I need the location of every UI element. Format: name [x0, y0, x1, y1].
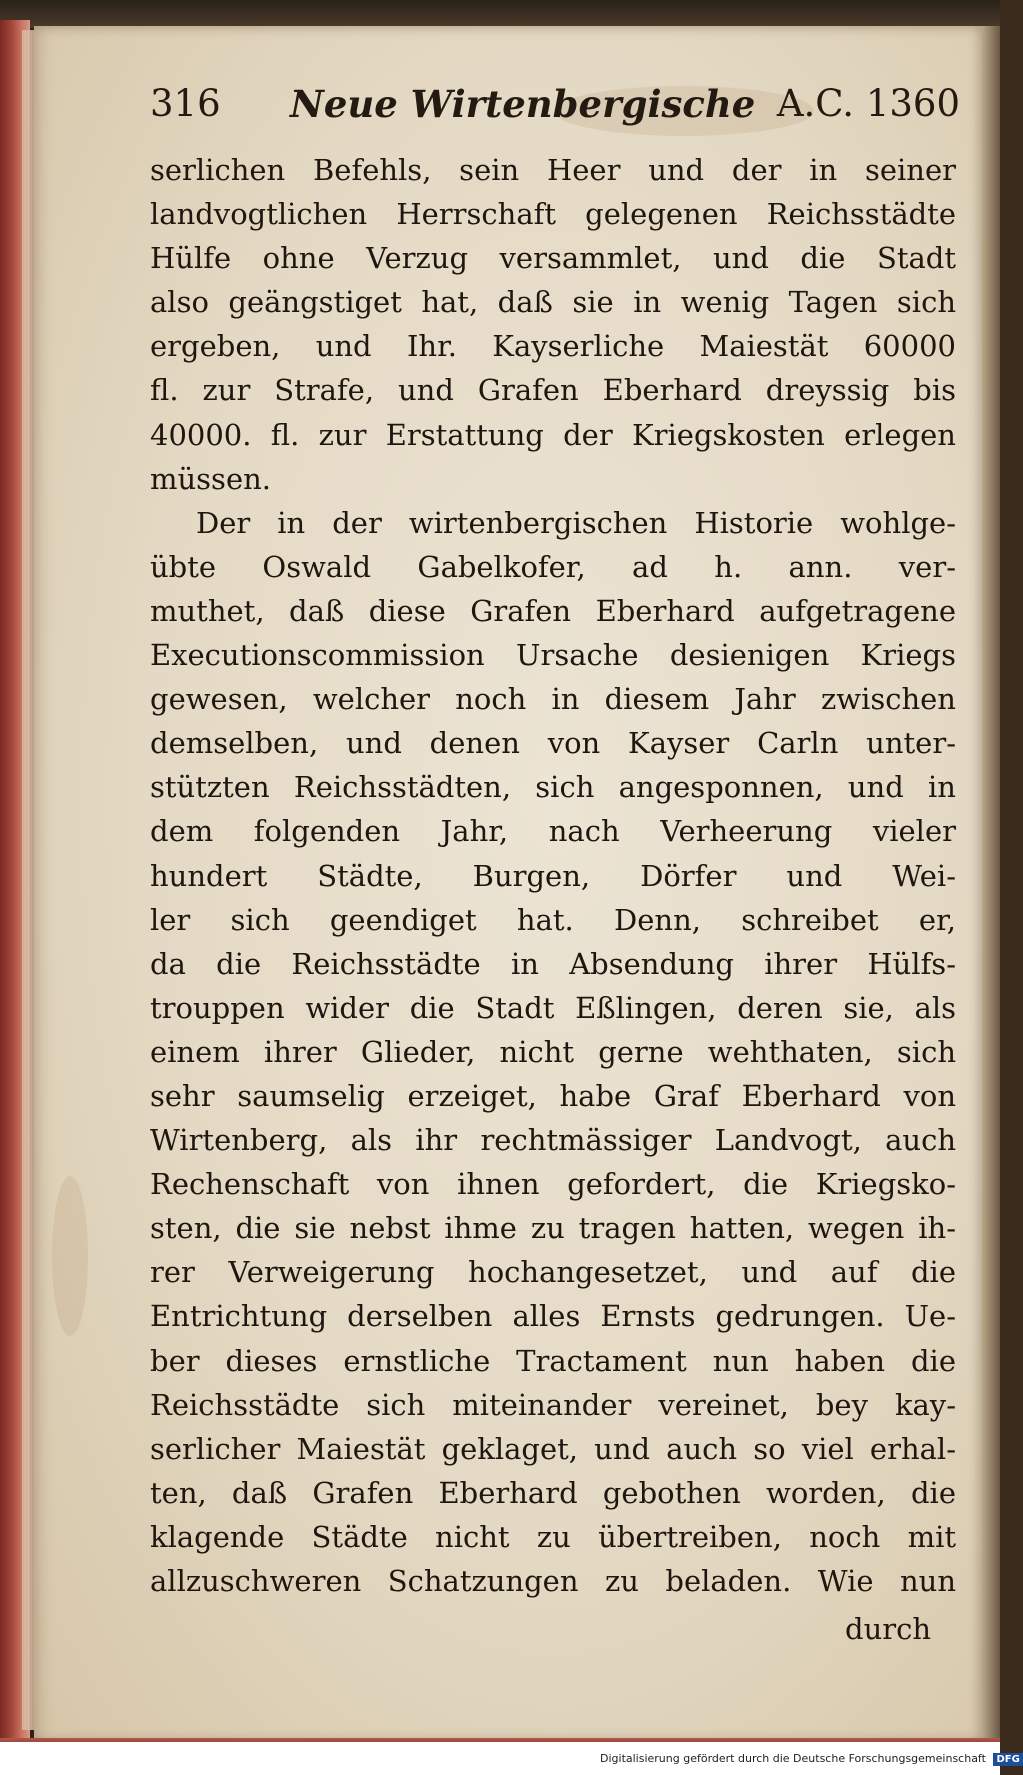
text-line: dem folgenden Jahr, nach Verheerung vieler: [150, 814, 956, 849]
text-line: Der in der wirtenbergischen Historie wohlge-: [196, 505, 956, 540]
text-line: da die Reichsstädte in Absendung ihrer Hülfs-: [150, 946, 956, 981]
text-line: gewesen, welcher noch in diesem Jahr zwischen: [150, 682, 956, 717]
text-line: ten, daß Grafen Eberhard gebothen worden, die: [150, 1475, 956, 1510]
text-line: Entrichtung derselben alles Ernsts gedrungen. Ue-: [150, 1299, 956, 1334]
text-line: sehr saumselig erzeiget, habe Graf Eberhard von: [150, 1078, 956, 1113]
text-line: 40000. fl. zur Erstattung der Kriegskosten erlegen: [150, 417, 956, 452]
text-line: ber dieses ernstliche Tractament nun haben die: [150, 1343, 956, 1378]
text-line: stützten Reichsstädten, sich angesponnen, und in: [150, 770, 956, 805]
text-line: ergeben, und Ihr. Kayserliche Maiestät 60000: [150, 329, 956, 364]
text-line: Hülfe ohne Verzug versammlet, und die Stadt: [150, 241, 956, 276]
text-line: Executionscommission Ursache desienigen Kriegs: [150, 638, 956, 673]
text-line: serlichen Befehls, sein Heer und der in seiner: [150, 153, 956, 187]
text-line: übte Oswald Gabelkofer, ad h. ann. ver-: [150, 549, 956, 584]
scan-right-border: [982, 26, 1000, 1742]
text-line: serlicher Maiestät geklaget, und auch so viel erhal-: [150, 1431, 956, 1466]
digitization-credit: [600, 1752, 1020, 1766]
running-title: Neue Wirtenbergische: [290, 82, 756, 126]
text-line: fl. zur Strafe, und Grafen Eberhard dreyssig bis: [150, 373, 956, 408]
year-marker: A.C. 1360: [776, 82, 960, 125]
body-text: [150, 148, 956, 1603]
text-line: hundert Städte, Burgen, Dörfer und Wei-: [150, 858, 956, 893]
text-line: sten, die sie nebst ihme zu tragen hatten, wegen ih-: [150, 1211, 956, 1246]
text-line: ler sich geendiget hat. Denn, schreibet er,: [150, 902, 956, 937]
text-line: Reichsstädte sich miteinander vereinet, bey kay-: [150, 1387, 956, 1422]
text-line: rer Verweigerung hochangesetzet, und auf die: [150, 1255, 956, 1290]
text-line: muthet, daß diese Grafen Eberhard aufgetragene: [150, 593, 956, 628]
text-line: trouppen wider die Stadt Eßlingen, deren sie, als: [150, 990, 956, 1025]
paper-stain: [52, 1176, 88, 1336]
text-line: Wirtenberg, als ihr rechtmässiger Landvogt, auch: [150, 1123, 956, 1158]
credit-text: Digitalisierung gefördert durch die Deutsche Forschungsgemeinschaft: [600, 1752, 986, 1765]
scan-top-border: [0, 0, 1000, 28]
page-number: 316: [150, 82, 221, 125]
text-line: also geängstiget hat, daß sie in wenig Tagen sich: [150, 285, 956, 320]
text-line: müssen.: [150, 461, 271, 496]
catchword: durch: [845, 1612, 932, 1646]
dfg-logo-icon: DFG: [993, 1753, 1022, 1766]
text-line: landvogtlichen Herrschaft gelegenen Reichsstädte: [150, 197, 956, 232]
text-line: klagende Städte nicht zu übertreiben, noch mit: [150, 1519, 956, 1554]
text-line: demselben, und denen von Kayser Carln unter-: [150, 726, 956, 761]
text-line: Rechenschaft von ihnen gefordert, die Kriegsko-: [150, 1167, 956, 1202]
text-line: allzuschweren Schatzungen zu beladen. Wie nun: [150, 1564, 956, 1598]
page-header: [150, 80, 960, 128]
text-line: einem ihrer Glieder, nicht gerne wehthaten, sich: [150, 1034, 956, 1069]
